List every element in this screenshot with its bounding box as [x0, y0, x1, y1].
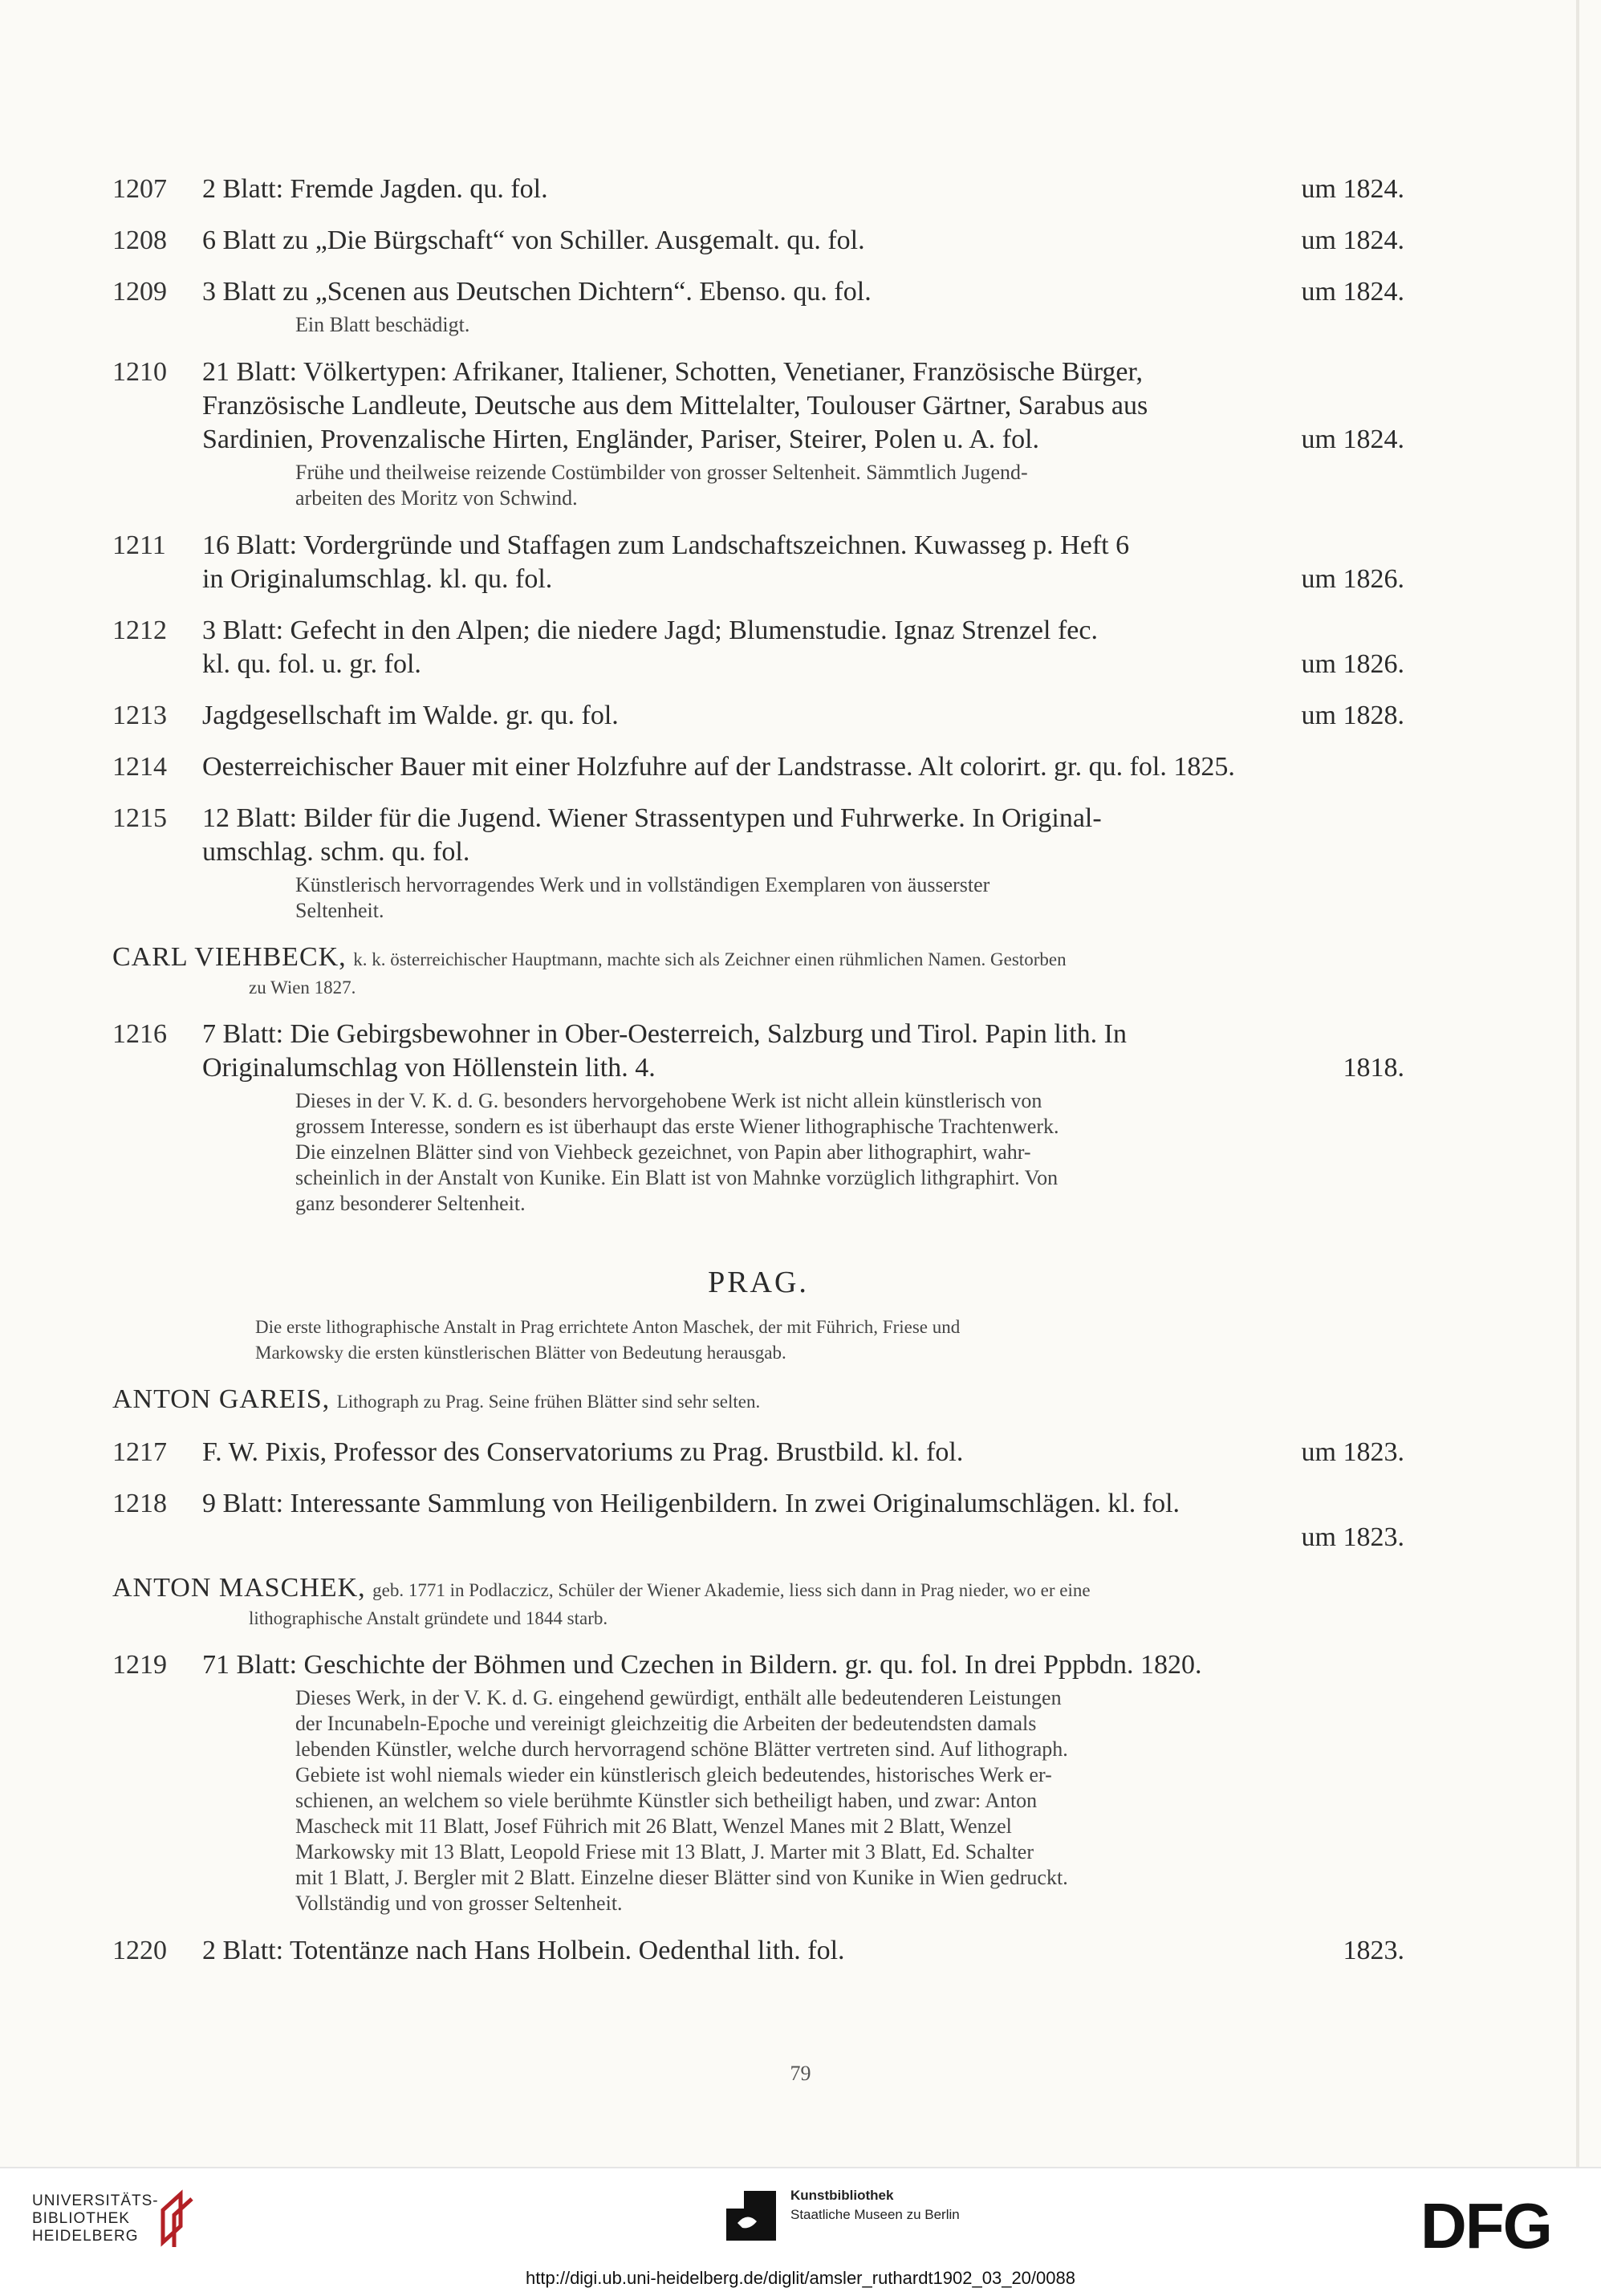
entry-line	[202, 1018, 1404, 1051]
page-number: 79	[790, 2062, 811, 2085]
catalog-entry	[112, 1487, 1404, 1554]
entry-date: um 1828.	[1301, 701, 1404, 730]
page-edge	[1576, 0, 1579, 2167]
entry-line-text	[202, 1522, 209, 1552]
section-desc-line: Markowsky die ersten künstlerischen Blätter von Bedeutung herausgab.	[255, 1343, 786, 1363]
catalog-entry	[112, 1648, 1404, 1682]
entry-note-line: Vollständig und von grosser Seltenheit.	[295, 1892, 623, 1915]
entry-note-line: der Incunabeln-Epoche und vereinigt gleichzeitig die Arbeiten der bedeutendsten damals	[295, 1712, 1037, 1735]
entry-line	[202, 648, 1404, 681]
university-logo-icon	[156, 2186, 197, 2250]
entry-number: 1209	[112, 277, 167, 307]
entry-note-line: lebenden Künstler, welche durch hervorragend schöne Blätter vertreten sind. Auf lithograph.	[295, 1737, 1068, 1761]
entries-group-d	[112, 1648, 1404, 1968]
entry-line	[202, 356, 1404, 389]
entry-note	[295, 1685, 1404, 1916]
catalog-entry	[112, 802, 1404, 869]
entry-line	[202, 1648, 1404, 1682]
entry-line-text: Originalumschlag von Höllenstein lith. 4.	[202, 1053, 656, 1083]
section-title: PRAG.	[708, 1266, 809, 1299]
entry-text	[202, 356, 1404, 457]
entry-line-text: Jagdgesellschaft im Walde. gr. qu. fol.	[202, 701, 619, 730]
entry-line	[202, 1051, 1404, 1085]
entry-line-text: 71 Blatt: Geschichte der Böhmen und Czechen in Bildern. gr. qu. fol. In drei Pppbdn. 1820.	[202, 1650, 1202, 1680]
entry-line-text: 7 Blatt: Die Gebirgsbewohner in Ober-Oesterreich, Salzburg und Tirol. Papin lith. In	[202, 1019, 1127, 1049]
entry-number: 1213	[112, 701, 167, 730]
entry-line-text: 21 Blatt: Völkertypen: Afrikaner, Italiener, Schotten, Venetianer, Französische Bürger,	[202, 357, 1143, 387]
entry-text	[202, 1436, 1404, 1469]
catalog-entry	[112, 1934, 1404, 1968]
entries-group-a	[112, 173, 1404, 924]
entry-line	[202, 1436, 1404, 1469]
entry-number: 1212	[112, 616, 167, 645]
section-description	[255, 1315, 1404, 1366]
entry-line	[202, 750, 1404, 784]
entry-number: 1211	[112, 530, 166, 560]
entry-date: um 1823.	[1301, 1522, 1404, 1552]
entry-text	[202, 1487, 1404, 1554]
entries-group-b	[112, 1018, 1404, 1217]
dfg-logo: DFG	[1420, 2190, 1551, 2261]
entry-date: um 1823.	[1301, 1437, 1404, 1467]
artist-description-cont: zu Wien 1827.	[249, 977, 356, 998]
artist-name: ANTON GAREIS,	[112, 1384, 331, 1414]
entry-line	[202, 423, 1404, 457]
section-desc-line: Die erste lithographische Anstalt in Prag errichtete Anton Maschek, der mit Führich, Friese und	[255, 1317, 961, 1337]
entry-line	[202, 835, 1404, 869]
entry-note-line: Seltenheit.	[295, 899, 384, 922]
entry-line-text: F. W. Pixis, Professor des Conservatoriums zu Prag. Brustbild. kl. fol.	[202, 1437, 964, 1467]
entry-note-line: Künstlerisch hervorragendes Werk und in vollständigen Exemplaren von äusserster	[295, 873, 990, 896]
entry-note	[295, 312, 1404, 338]
artist-name: CARL VIEHBECK,	[112, 942, 347, 972]
entry-date: 1823.	[1343, 1936, 1404, 1965]
entry-line	[202, 614, 1404, 648]
entry-line-text: Sardinien, Provenzalische Hirten, Engländer, Pariser, Steirer, Polen u. A. fol.	[202, 425, 1040, 454]
entry-line	[202, 1487, 1404, 1521]
entry-line	[202, 1521, 1404, 1554]
catalog-entry	[112, 529, 1404, 596]
entry-number: 1219	[112, 1650, 167, 1680]
uni-line: BIBLIOTHEK	[32, 2210, 130, 2227]
entry-note-line: Dieses Werk, in der V. K. d. G. eingehend gewürdigt, enthält alle bedeutenderen Leistungen	[295, 1686, 1062, 1709]
entry-note-line: grossem Interesse, sondern es ist überhaupt das erste Wiener lithographische Trachtenwerk.	[295, 1115, 1059, 1138]
entry-text	[202, 275, 1404, 309]
entry-number: 1220	[112, 1936, 167, 1965]
entry-line-text: 6 Blatt zu „Die Bürgschaft“ von Schiller. Ausgemalt. qu. fol.	[202, 226, 865, 255]
entry-line-text: 12 Blatt: Bilder für die Jugend. Wiener Strassentypen und Fuhrwerke. In Original-	[202, 803, 1102, 833]
entry-note-line: Markowsky mit 13 Blatt, Leopold Friese mit 13 Blatt, J. Marter mit 3 Blatt, Ed. Schalter	[295, 1840, 1034, 1863]
entry-line-text: 9 Blatt: Interessante Sammlung von Heiligenbildern. In zwei Originalumschlägen. kl. fol.	[202, 1489, 1180, 1518]
entry-number: 1216	[112, 1019, 167, 1049]
entry-note-line: Die einzelnen Blätter sind von Viehbeck gezeichnet, von Papin aber lithographirt, wahr-	[295, 1140, 1031, 1164]
entry-note	[295, 460, 1404, 511]
entry-date: um 1824.	[1301, 226, 1404, 255]
entry-line	[202, 529, 1404, 563]
source-url-link[interactable]: http://digi.ub.uni-heidelberg.de/diglit/amsler_ruthardt1902_03_20/0088	[526, 2268, 1075, 2288]
entry-date: um 1824.	[1301, 174, 1404, 204]
entry-number: 1217	[112, 1437, 167, 1467]
catalog-entry	[112, 1436, 1404, 1469]
kb-title: Kunstbibliothek	[790, 2188, 894, 2203]
uni-line: UNIVERSITÄTS-	[32, 2192, 159, 2209]
catalog-entry	[112, 173, 1404, 206]
entry-line	[202, 1934, 1404, 1968]
entry-note-line: Frühe und theilweise reizende Costümbilder von grosser Seltenheit. Sämmtlich Jugend-	[295, 461, 1028, 484]
kb-subtitle: Staatliche Museen zu Berlin	[790, 2207, 960, 2222]
entry-text	[202, 224, 1404, 258]
entry-note	[295, 1088, 1404, 1217]
entry-note-line: ganz besonderer Seltenheit.	[295, 1192, 526, 1215]
entry-note-line: Mascheck mit 11 Blatt, Josef Führich mit 26 Blatt, Wenzel Manes mit 2 Blatt, Wenzel	[295, 1814, 1012, 1838]
entry-line	[202, 563, 1404, 596]
catalog-entry	[112, 356, 1404, 457]
entry-date: um 1824.	[1301, 277, 1404, 307]
entry-line-text: 3 Blatt zu „Scenen aus Deutschen Dichtern“. Ebenso. qu. fol.	[202, 277, 872, 307]
entry-text	[202, 1934, 1404, 1968]
artist-description: Lithograph zu Prag. Seine frühen Blätter sind sehr selten.	[336, 1392, 761, 1412]
entry-number: 1215	[112, 803, 167, 833]
entry-text	[202, 173, 1404, 206]
entry-number: 1214	[112, 752, 167, 782]
catalog-entry	[112, 275, 1404, 309]
entry-line-text: Oesterreichischer Bauer mit einer Holzfuhre auf der Landstrasse. Alt colorirt. gr. qu. fol. 1825.	[202, 752, 1235, 782]
catalog-entry	[112, 750, 1404, 784]
catalog-entry	[112, 614, 1404, 681]
catalog-entry	[112, 699, 1404, 733]
entry-date: um 1826.	[1301, 649, 1404, 679]
entry-note-line: schienen, an welchem so viele berühmte Künstler sich betheiligt haben, und zwar: Anton	[295, 1789, 1038, 1812]
entry-number: 1208	[112, 226, 167, 255]
entries-group-c	[112, 1436, 1404, 1554]
entry-line	[202, 275, 1404, 309]
entry-line-text: 2 Blatt: Fremde Jagden. qu. fol.	[202, 174, 548, 204]
entry-text	[202, 750, 1404, 784]
entry-note-line: Ein Blatt beschädigt.	[295, 313, 470, 336]
kunstbibliothek-logo-icon	[726, 2191, 776, 2241]
entry-line-text: 2 Blatt: Totentänze nach Hans Holbein. Oedenthal lith. fol.	[202, 1936, 845, 1965]
entry-text	[202, 529, 1404, 596]
entry-text	[202, 1648, 1404, 1682]
artist-description: geb. 1771 in Podlaczicz, Schüler der Wiener Akademie, liess sich dann in Prag nieder, wo er eine	[372, 1580, 1091, 1600]
entry-line-text: in Originalumschlag. kl. qu. fol.	[202, 564, 553, 594]
entry-number: 1207	[112, 174, 167, 204]
entry-note-line: scheinlich in der Anstalt von Kunike. Ein Blatt ist von Mahnke vorzüglich lithgraphirt. Von	[295, 1166, 1059, 1189]
artist-heading-viehbeck	[112, 941, 1404, 1000]
entry-line	[202, 699, 1404, 733]
entry-note-line: mit 1 Blatt, J. Bergler mit 2 Blatt. Einzelne dieser Blätter sind von Kunike in Wien gedruckt.	[295, 1866, 1068, 1889]
entry-text	[202, 699, 1404, 733]
artist-heading-gareis	[112, 1384, 1404, 1418]
entry-text	[202, 802, 1404, 869]
entry-line-text: 3 Blatt: Gefecht in den Alpen; die niedere Jagd; Blumenstudie. Ignaz Strenzel fec.	[202, 616, 1098, 645]
entry-line-text: 16 Blatt: Vordergründe und Staffagen zum Landschaftszeichnen. Kuwasseg p. Heft 6	[202, 530, 1130, 560]
catalog-entry	[112, 1018, 1404, 1085]
artist-description: k. k. österreichischer Hauptmann, machte sich als Zeichner einen rühmlichen Namen. Gestorben	[353, 949, 1067, 969]
entry-note	[295, 872, 1404, 924]
entry-number: 1210	[112, 357, 167, 387]
entry-note-line: Gebiete ist wohl niemals wieder ein künstlerisch gleich bedeutendes, historisches Werk er-	[295, 1763, 1052, 1786]
entry-line	[202, 389, 1404, 423]
catalog-entry	[112, 224, 1404, 258]
kunstbibliothek-label	[790, 2186, 960, 2225]
university-library-label	[32, 2192, 159, 2245]
uni-line: HEIDELBERG	[32, 2228, 139, 2245]
entry-date: um 1824.	[1301, 425, 1404, 454]
entry-date: um 1826.	[1301, 564, 1404, 594]
entry-line-text: Französische Landleute, Deutsche aus dem Mittelalter, Toulouser Gärtner, Sarabus aus	[202, 391, 1148, 421]
entry-line	[202, 802, 1404, 835]
entry-note-line: Dieses in der V. K. d. G. besonders hervorgehobene Werk ist nicht allein künstlerisch von	[295, 1089, 1042, 1112]
footer-bar	[0, 2167, 1601, 2296]
entry-note-line: arbeiten des Moritz von Schwind.	[295, 486, 578, 510]
artist-description-cont: lithographische Anstalt gründete und 1844 starb.	[249, 1608, 608, 1628]
entry-date: 1818.	[1343, 1053, 1404, 1083]
entry-line	[202, 224, 1404, 258]
entry-line	[202, 173, 1404, 206]
artist-name: ANTON MASCHEK,	[112, 1573, 366, 1603]
entry-number: 1218	[112, 1489, 167, 1518]
artist-heading-maschek	[112, 1572, 1404, 1631]
entry-line-text: kl. qu. fol. u. gr. fol.	[202, 649, 421, 679]
catalog-page	[112, 173, 1404, 1985]
entry-text	[202, 1018, 1404, 1085]
entry-line-text: umschlag. schm. qu. fol.	[202, 837, 470, 867]
entry-text	[202, 614, 1404, 681]
